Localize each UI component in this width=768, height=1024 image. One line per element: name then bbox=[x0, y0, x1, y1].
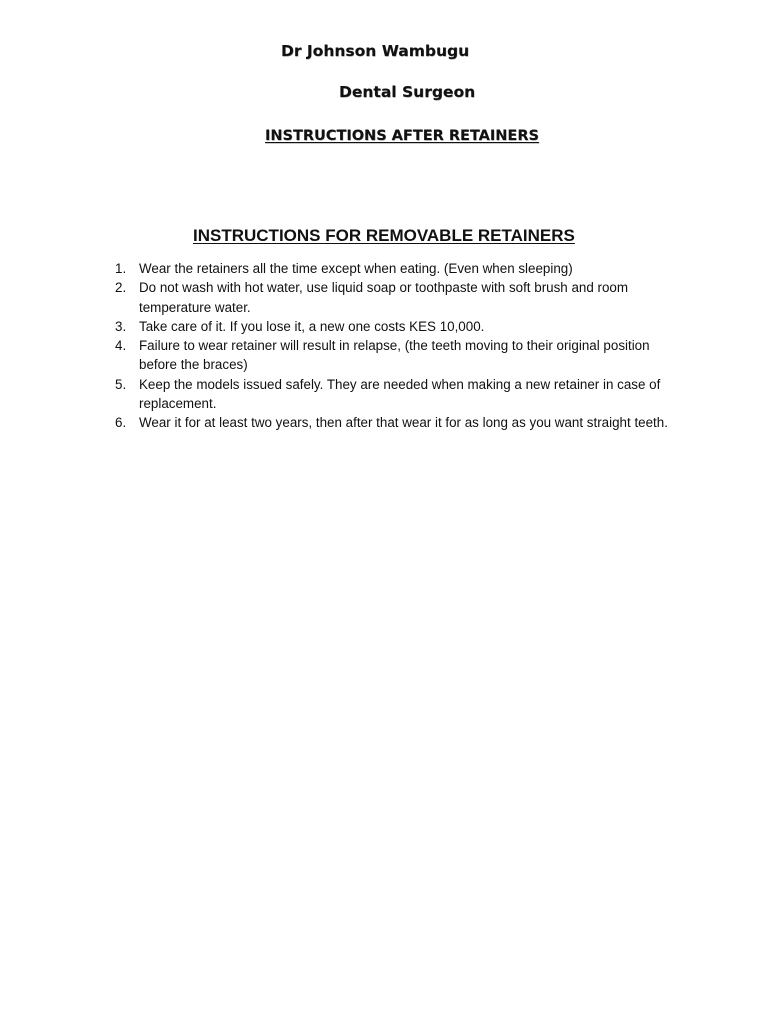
instruction-number: 2. bbox=[115, 280, 127, 296]
instruction-text: Failure to wear retainer will result in relapse, (the teeth moving to their original position before the braces) bbox=[139, 338, 650, 373]
instruction-text: Do not wash with hot water, use liquid soap or toothpaste with soft brush and room temperature water. bbox=[139, 280, 629, 315]
instruction-item bbox=[100, 278, 680, 317]
instruction-text: Take care of it. If you lose it, a new one costs KES 10,000. bbox=[139, 318, 485, 334]
instruction-item bbox=[100, 375, 680, 414]
instruction-text: Wear it for at least two years, then after that wear it for as long as you want straight teeth. bbox=[139, 415, 668, 431]
instruction-item bbox=[100, 336, 680, 375]
instruction-text: Wear the retainers all the time except when eating. (Even when sleeping) bbox=[139, 261, 573, 276]
instruction-number: 4. bbox=[115, 338, 127, 354]
instruction-item bbox=[100, 317, 680, 336]
instruction-item bbox=[100, 259, 680, 278]
main-heading: INSTRUCTIONS AFTER RETAINERS bbox=[265, 128, 539, 144]
instructions-list bbox=[100, 259, 680, 433]
section-heading: INSTRUCTIONS FOR REMOVABLE RETAINERS bbox=[193, 226, 575, 245]
instruction-number: 3. bbox=[115, 318, 127, 334]
instruction-number: 6. bbox=[115, 415, 127, 431]
instruction-number: 1. bbox=[115, 261, 127, 276]
instruction-text: Keep the models issued safely. They are needed when making a new retainer in case of replacement. bbox=[139, 376, 661, 412]
instruction-item bbox=[100, 413, 680, 432]
doctor-title: Dental Surgeon bbox=[339, 83, 476, 101]
doctor-name: Dr Johnson Wambugu bbox=[281, 42, 470, 60]
instruction-number: 5. bbox=[115, 376, 127, 392]
